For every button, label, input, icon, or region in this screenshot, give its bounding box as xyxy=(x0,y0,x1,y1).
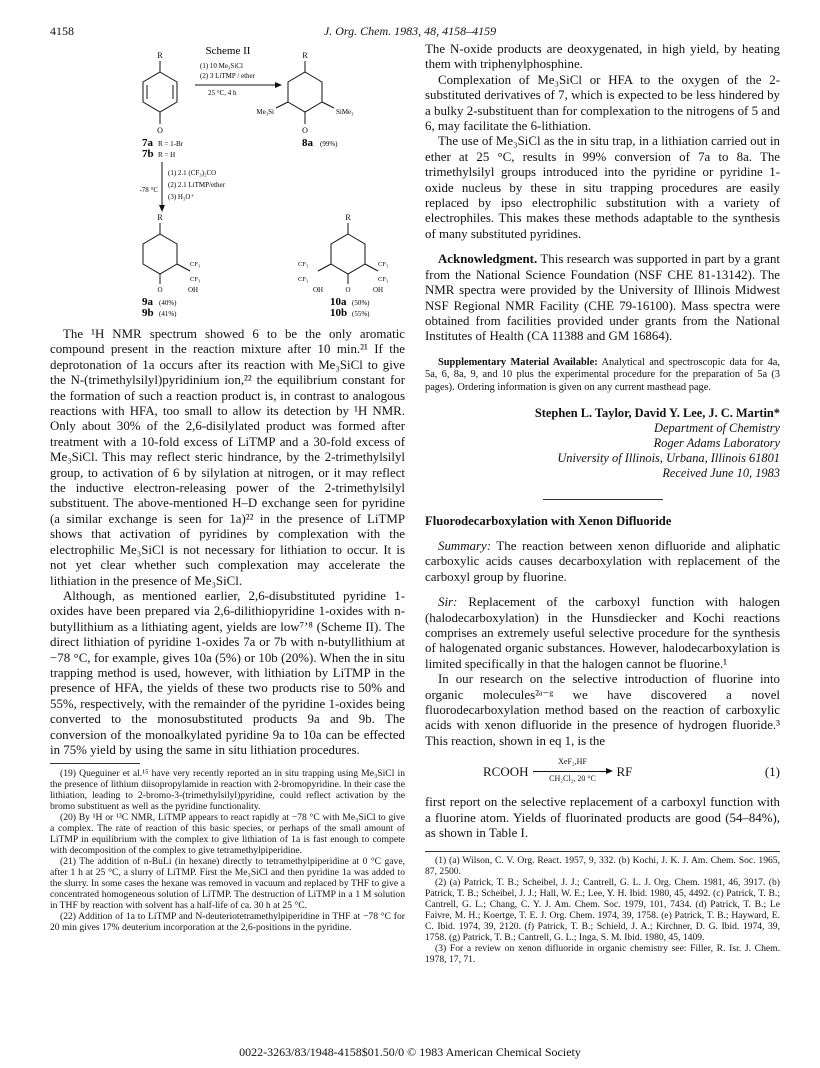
arrowhead-2 xyxy=(159,205,165,212)
label-9b: 9b xyxy=(142,307,154,317)
supplementary-text: Analytical and spectroscopic data for 4a, 5a, 6, 8a, 9, and 10 plus the experimental procedure for the preparation of 5a (3 pages). Ordering information is given on any current masthead page. xyxy=(425,356,781,393)
acknowledgment-text: This research was supported in part by a grant from the National Science Foundation (NSF CHE 81-13142). The NMR spectra were provided by the University of Illinois Midwest NSF Regional NMR Facility (CHE 79-16100). Mass spectra were obtained from facilities provided under grants from the National Institutes of Health (CA 11388 and GM 16864). xyxy=(425,252,780,344)
author-lab: Roger Adams Laboratory xyxy=(653,435,780,450)
scheme-ii xyxy=(50,42,405,317)
structure-10 xyxy=(318,223,378,284)
label-7a: 7a xyxy=(142,137,153,149)
label-10a-yield: (50%) xyxy=(352,299,370,307)
step-2: (2) 2.1 LiTMP/ether xyxy=(168,181,225,189)
structure-8a xyxy=(276,61,334,124)
cf3-10d: CF₃ xyxy=(378,276,389,283)
cond-1: (1) 10 Me₃SiCl xyxy=(200,62,243,70)
eq-number: (1) xyxy=(764,764,780,780)
label-7b-r: R = H xyxy=(158,151,176,159)
author-univ: University of Illinois, Urbana, Illinois 61801 xyxy=(557,450,780,465)
summary-text: The reaction between xenon difluoride and aliphatic carboxylic acids causes decarboxylation with replacement of the carboxyl group by fluorine. xyxy=(425,538,780,584)
o-label-7: O xyxy=(157,126,163,135)
summary-paragraph xyxy=(425,539,780,585)
eq-reagent: XeF₂,HF xyxy=(558,757,587,767)
cf3-10b: CF₃ xyxy=(298,276,309,283)
cf3-10a: CF₃ xyxy=(298,261,309,268)
sir-label: Sir: xyxy=(438,595,458,610)
label-9b-yield: (41%) xyxy=(159,310,177,317)
footnote-3: (3) For a review on xenon difluoride in organic chemistry see: Filler, R. Isr. J. Chem. 1978, 17, 71. xyxy=(425,943,780,966)
yields-paragraph: first report on the selective replacement of a carboxyl function with a fluorine atom. Yields of fluorinated products are good (54–84%), as shown in Table I. xyxy=(425,795,780,841)
acknowledgment-heading: Acknowledgment. xyxy=(438,252,538,267)
footnotes-left xyxy=(50,768,405,933)
footnote-20: (20) By ¹H or ¹³C NMR, LiTMP appears to react rapidly at −78 °C with Me₃SiCl to give a complex. The rate of reaction of this basic species, or perhaps of the small amount of LiTMP in equilibrium with the complex to give lithiation of 1a is fast enough to compete with decomposition of the complex to give tetramethylpiperidine. xyxy=(50,812,405,857)
eq-reactant: RCOOH xyxy=(483,764,529,780)
eq-arrow xyxy=(533,757,613,787)
footnote-22: (22) Addition of 1a to LiTMP and N-deuteriotetramethylpiperidine in THF at −78 °C for 20 min gives 17% deuterium incorporation at the 2,6-positions in the pyridine. xyxy=(50,911,405,934)
r-label-8a: R xyxy=(302,51,308,60)
page-footer: 0022-3263/83/1948-4158$01.50/0 © 1983 American Chemical Society xyxy=(239,1045,581,1059)
step-3: (3) H₃O⁺ xyxy=(168,193,195,201)
o-label-10: O xyxy=(345,286,351,294)
right-paragraph-1: The N-oxide products are deoxygenated, in high yield, by heating them with triphenylphosphine. xyxy=(425,42,780,72)
label-10a: 10a xyxy=(330,296,347,308)
page-number: 4158 xyxy=(50,24,74,38)
footnote-rule-left xyxy=(50,763,140,764)
footnote-1: (1) (a) Wilson, C. V. Org. React. 1957, 9, 332. (b) Kochi, J. K. J. Am. Chem. Soc. 1965, 87, 2500. xyxy=(425,855,780,878)
label-8a: 8a xyxy=(302,137,313,149)
right-paragraph-2: Complexation of Me₃SiCl or HFA to the oxygen of the 2-substituted derivatives of 7, which is expected to be less hindered by a bulky 2-substituent than for complexation to the nitrogens of 5 and 6, may facilitate the 6-lithiation. xyxy=(425,72,780,134)
footnote-19: (19) Queguiner et al.¹⁵ have very recently reported an in situ trapping using Me₃SiCl in the presence of lithium diisopropylamide in reaction with 2-bromopyridine. In their case the lithiation, leading to 2-bromo-3-(trimethylsilyl)pyridine, could reflect activation by the bromo substituent as well as the pyridine functionality. xyxy=(50,768,405,813)
sime3-right: SiMe₃ xyxy=(336,108,354,116)
right-paragraph-3: The use of Me₃SiCl as the in situ trap, in a lithiation carried out in ether at 25 °C, results in 99% conversion of 7a to 8a. The trimethylsilyl groups introduced into the pyridine or pyridine 1-oxide nucleus by these in situ trapping procedures are easily replaced by ipso electrophilic substitution with a variety of electrophiles. This makes these methods adaptable to the synthesis of many substituted pyridines. xyxy=(425,134,780,241)
r-label-10: R xyxy=(345,213,351,222)
cf3-10c: CF₃ xyxy=(378,261,389,268)
temp-label: -78 °C xyxy=(139,186,158,194)
sir-paragraph xyxy=(425,595,780,672)
sir-text: Replacement of the carboxyl function with halogen (halodecarboxylation) in the Hunsdiecker and Kochi reactions comprises an extremely useful selective procedure for the synthesis of halogenated organic substances. However, halodecarboxylation is limited specifically in that the halogen cannot be fluorine.¹ xyxy=(425,595,780,671)
oh-label-9: OH xyxy=(188,286,199,294)
article-separator xyxy=(543,499,663,500)
structure-9 xyxy=(143,223,190,284)
author-dept: Department of Chemistry xyxy=(654,420,780,435)
oh-label-10a: OH xyxy=(312,286,324,294)
supplementary-heading: Supplementary Material Available: xyxy=(438,356,598,368)
left-paragraph-2: Although, as mentioned earlier, 2,6-disubstituted pyridine 1-oxides have been prepared via 2,6-dilithiopyridine 1-oxides with n-butyllithium as a lithiating agent, yields are low⁷ʼ⁸ (Scheme II). The direct lithiation of pyridine 1-oxides 7a or 7b with n-butyllithium at −78 °C, for example, gives 10a (5%) or 10b (20%). When the in situ trapping method is used, however, with lithiation by LiTMP in the presence of HFA, the yields of these two products rise to 50% and 55%, respectively, with the remainder of the pyridine 1-oxides being converted to the monosubstituted products 9a and 9b. The conversion of the monoalkylated pyridine 9a to 10a can be effected in 75% yield by using the same in situ lithiation procedures. xyxy=(50,588,405,757)
label-9a: 9a xyxy=(142,296,153,308)
label-8a-yield: (99%) xyxy=(320,140,338,148)
cf3-9a: CF₃ xyxy=(190,261,201,268)
equation-1 xyxy=(425,757,780,787)
scheme-ii-drawing xyxy=(50,42,405,317)
o-label-8a: O xyxy=(302,126,308,135)
summary-label: Summary: xyxy=(438,538,491,553)
eq-conditions: CH₂Cl₂, 20 °C xyxy=(549,774,596,784)
cf3-9b: CF₃ xyxy=(190,276,201,283)
label-9a-yield: (40%) xyxy=(159,299,177,307)
author-block xyxy=(425,406,780,481)
journal-header: J. Org. Chem. 1983, 48, 4158–4159 xyxy=(323,24,497,38)
label-10b-yield: (55%) xyxy=(352,310,370,317)
arrowhead-1 xyxy=(275,82,282,88)
acknowledgment xyxy=(425,252,780,344)
article-title: Fluorodecarboxylation with Xenon Difluoride xyxy=(425,513,672,528)
research-paragraph: In our research on the selective introduction of fluorine into organic molecules²ᵃ⁻ᵍ we have discovered a novel fluorodecarboxylation method based on the reaction of carboxylic acids with xenon difluoride in the presence of hydrogen fluoride.³ This reaction, shown in eq 1, is the xyxy=(425,672,780,748)
r-label-7: R xyxy=(157,51,163,60)
footnote-21: (21) The addition of n-BuLi (in hexane) directly to tetramethylpiperidine at 0 °C gave, after 1 h at 25 °C, a slurry of LiTMP. First the Me₃SiCl and then pyridine 1a was added to the slurry. In some cases the hexane was removed in vacuum and replaced by THF to give a concentrated homogeneous solution of LiTMP. The destruction of LiTMP in a 1 M solution in THF by reaction with solvent has a half-life of ca. 30 h at 25 °C. xyxy=(50,856,405,912)
cond-2: (2) 3 LiTMP / ether xyxy=(200,72,255,80)
eq-product: RF xyxy=(616,764,633,780)
structure-7 xyxy=(143,61,177,124)
step-1: (1) 2.1 (CF₃)₂CO xyxy=(168,169,217,177)
label-7b: 7b xyxy=(142,148,154,160)
label-7a-r: R = 1-Br xyxy=(158,140,183,148)
author-names: Stephen L. Taylor, David Y. Lee, J. C. Martin* xyxy=(534,405,780,420)
cond-3: 25 °C, 4 h xyxy=(208,89,237,97)
footnote-rule-right xyxy=(425,851,780,852)
footnote-2: (2) (a) Patrick, T. B.; Scheibel, J. J.; Cantrell, G. L. J. Org. Chem. 1981, 46, 3917. (b) Patrick, T. B.; Scheibel, J. J.; Hall, W. E.; Lee, Y. H. Ibid. 1980, 45, 4492. (c) Patrick, T. B.; Cantrell, G. L.; Chang, C. Y. J. Am. Chem. Soc. 1979, 101, 7434. (d) Patrick, T. B.; Le Faivre, M. H.; Koertge, T. E. J. Org. Chem. 1974, 39, 1758. (e) Patrick, T. B.; Hayward, E. C. Ibid. 1974, 39, 2120. (f) Patrick, T. B.; Schield, J. A.; Kirchner, D. G. Ibid. 1974, 39, 1758. (g) Patrick, T. B.; Cantrell, G. L.; Inga, S. M. Ibid. 1980, 45, 1409. xyxy=(425,877,780,944)
footnotes-right xyxy=(425,855,780,965)
r-label-9: R xyxy=(157,213,163,222)
scheme-title: Scheme II xyxy=(205,45,251,57)
received-date: Received June 10, 1983 xyxy=(662,465,780,480)
sime3-left: Me₃Si xyxy=(256,108,274,116)
supplementary-material xyxy=(425,357,780,394)
label-10b: 10b xyxy=(330,307,348,317)
oh-label-10b: OH xyxy=(372,286,384,294)
left-column xyxy=(50,42,405,933)
right-column xyxy=(425,42,780,965)
left-paragraph-1: The ¹H NMR spectrum showed 6 to be the only aromatic compound present in the reaction mixture after 10 min.²¹ If the deprotonation of 1a occurs after its reaction with Me₃SiCl to give the N-(trimethylsilyl)pyridinium ion,²² the equilibrium constant for the formation of such a reaction product is, in contrast to analogous reactions with HFA, too small to allow its detection by ¹H NMR. Only about 30% of the 2,6-disilylated product was formed after treatment with a 10-fold excess of LiTMP and a 30-fold excess of Me₃SiCl. This may reflect steric hindrance, by the 2-trimethylsilyl group, to activation of 6 by silylation at nitrogen, or it may reflect the inductive electron-releasing power of the 2-trimethylsilyl substituent. The above-mentioned H–D exchange seen for pyridine (a similar exchange is seen for 1a)²² in the presence of LiTMP shows that activation of pyridines by complexation with the electrophilic Me₃SiCl is not necessary for lithiation to occur. It is not yet clear whether such complexation may accelerate the lithiation in the presence of Me₃SiCl. xyxy=(50,327,405,588)
o-label-9: O xyxy=(157,286,163,294)
